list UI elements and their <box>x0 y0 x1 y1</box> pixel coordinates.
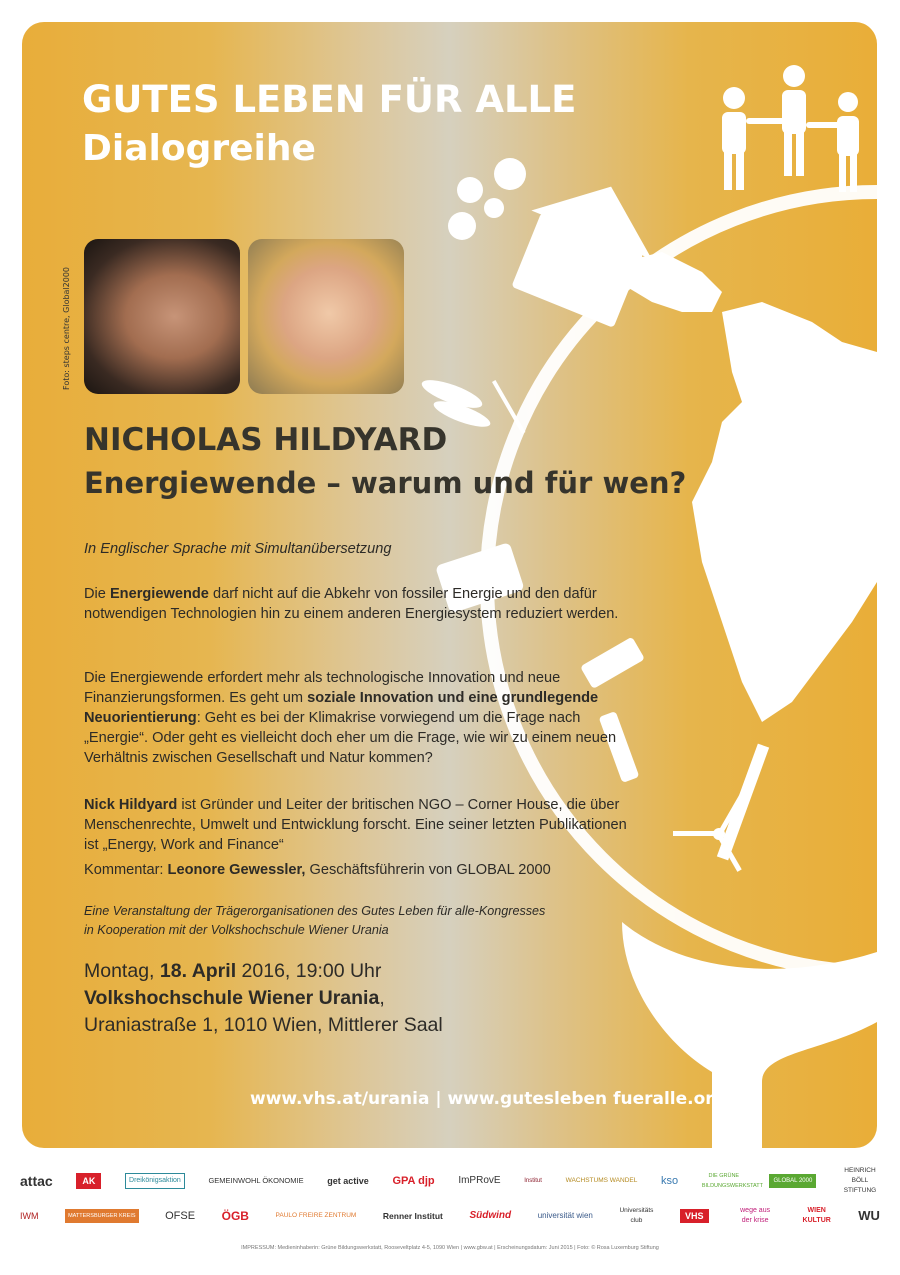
organizer-note <box>84 902 644 940</box>
partner-logos-row-1 <box>20 1166 880 1196</box>
talk-title: Energiewende – warum und für wen? <box>84 466 687 500</box>
comment-label: Kommentar: <box>84 862 168 878</box>
comment-role: Geschäftsführerin von GLOBAL 2000 <box>305 862 551 878</box>
logo-iwm: IWM <box>20 1211 39 1221</box>
organizer-line-2: in Kooperation mit der Volkshochschule Wiener Urania <box>84 923 389 937</box>
logo-paulo-freire: PAULO FREIRE ZENTRUM <box>275 1212 357 1219</box>
header-subtitle: Dialogreihe <box>82 128 316 169</box>
imprint: IMPRESSUM: Medieninhaberin: Grüne Bildungswerkstatt, Rooseveltplatz 4-5, 1090 Wien | www.gbw.at | Erscheinungsdatum: Juni 2015 | Foto: © Rosa Luxemburg Stiftung <box>241 1245 659 1251</box>
website-urls[interactable]: www.vhs.at/urania | www.gutesleben fueralle.org <box>250 1089 726 1109</box>
p1-text-a: Die <box>84 586 110 602</box>
poster <box>22 22 877 1148</box>
event-address: Uraniastraße 1, 1010 Wien, Mittlerer Saal <box>84 1014 443 1036</box>
comment-line <box>84 860 644 880</box>
logo-wu: WU <box>858 1208 880 1223</box>
p2-text-a: Die Energiewende erfordert mehr als technologische Innovation und neue Finanzierungsformen. Es geht um <box>84 670 561 706</box>
logo-institut: Institut <box>524 1178 542 1184</box>
commentator-photo-gewessler <box>248 239 404 394</box>
paragraph-innovation <box>84 668 644 768</box>
event-venue-comma: , <box>379 987 385 1009</box>
photo-credit: Foto: steps centre, Global2000 <box>62 266 71 390</box>
p2-text-c: : Geht es bei der Klimakrise vorwiegend um die Frage nach „Energie“. Oder geht es vielleicht doch eher um die Frage, wie wir zu einem neuen Verhältnis zwischen Gesellschaft und Natur kommen? <box>84 710 617 766</box>
logo-suedwind: Südwind <box>469 1210 512 1221</box>
partner-logos-row-2 <box>20 1206 880 1226</box>
p3-bold: Nick Hildyard <box>84 797 178 813</box>
logo-mattersburger: MATTERSBURGER KREIS <box>65 1209 138 1223</box>
logo-global2000: GLOBAL 2000 <box>769 1174 816 1188</box>
language-note <box>84 539 644 559</box>
people-icon <box>722 65 859 192</box>
event-weekday: Montag, <box>84 960 160 982</box>
logo-gruene-bildungswerkstatt: DIE GRÜNE BILDUNGSWERKSTATT <box>701 1173 764 1189</box>
logo-universitaetsclub: Universitäts club <box>619 1207 654 1224</box>
logo-get-active: get active <box>327 1176 369 1186</box>
logo-gpa: GPA djp <box>392 1175 435 1187</box>
logo-wege-aus-der-krise: wege aus der krise <box>740 1207 771 1224</box>
paragraph-biography <box>84 795 644 855</box>
organizer-line-1: Eine Veranstaltung der Trägerorganisationen des Gutes Leben für alle-Kongresses <box>84 904 546 918</box>
event-venue: Volkshochschule Wiener Urania <box>84 987 380 1009</box>
event-date: 18. April <box>159 960 237 982</box>
logo-ak: AK <box>76 1173 101 1189</box>
language-note-text: In Englischer Sprache mit Simultanübersetzung <box>84 541 392 557</box>
logo-wachstumswandel: WACHSTUMS WANDEL <box>565 1177 638 1184</box>
speaker-name: NICHOLAS HILDYARD <box>84 422 448 458</box>
header-title: GUTES LEBEN FÜR ALLE <box>82 78 577 121</box>
logo-boell: HEINRICH BÖLL STIFTUNG <box>843 1167 877 1194</box>
event-details <box>84 958 443 1039</box>
logo-vhs: VHS <box>680 1209 709 1223</box>
speaker-photo-hildyard <box>84 239 240 394</box>
comment-name: Leonore Gewessler, <box>167 862 306 878</box>
logo-renner-institut: Renner Institut <box>382 1211 443 1221</box>
event-time: 2016, 19:00 Uhr <box>236 960 382 982</box>
house-icon <box>502 162 671 331</box>
logo-dreikoenigsaktion: Dreikönigsaktion <box>125 1173 185 1189</box>
logo-wien-kultur: WIEN KULTUR <box>802 1207 831 1224</box>
logo-uni-wien: universität wien <box>537 1211 593 1220</box>
p3-text-b: ist Gründer und Leiter der britischen NGO – Corner House, die über Menschenrechte, Umwelt und Entwicklung forscht. Eine seiner letzten Publikationen ist „Energy, Work and Finance“ <box>84 797 627 853</box>
p1-text-c: darf nicht auf die Abkehr von fossiler Energie und den dafür notwendigen Technologien hin zu einem anderen Energiesystem reduziert werden. <box>84 586 619 622</box>
continents-shape <box>692 302 877 722</box>
flowers-icon <box>448 158 526 240</box>
paragraph-energiewende <box>84 584 644 624</box>
logo-gemeinwohl: GEMEINWOHL ÖKONOMIE <box>208 1176 304 1185</box>
logo-oegb: ÖGB <box>221 1209 249 1223</box>
logo-attac: attac <box>20 1173 53 1189</box>
logo-kso: kso <box>661 1175 679 1187</box>
p1-bold: Energiewende <box>109 586 209 602</box>
p2-bold: soziale Innovation und eine grundlegende Neuorientierung <box>84 690 599 726</box>
logo-ofse: OFSE <box>165 1210 196 1222</box>
logo-improve: ImPRovE <box>458 1175 501 1186</box>
